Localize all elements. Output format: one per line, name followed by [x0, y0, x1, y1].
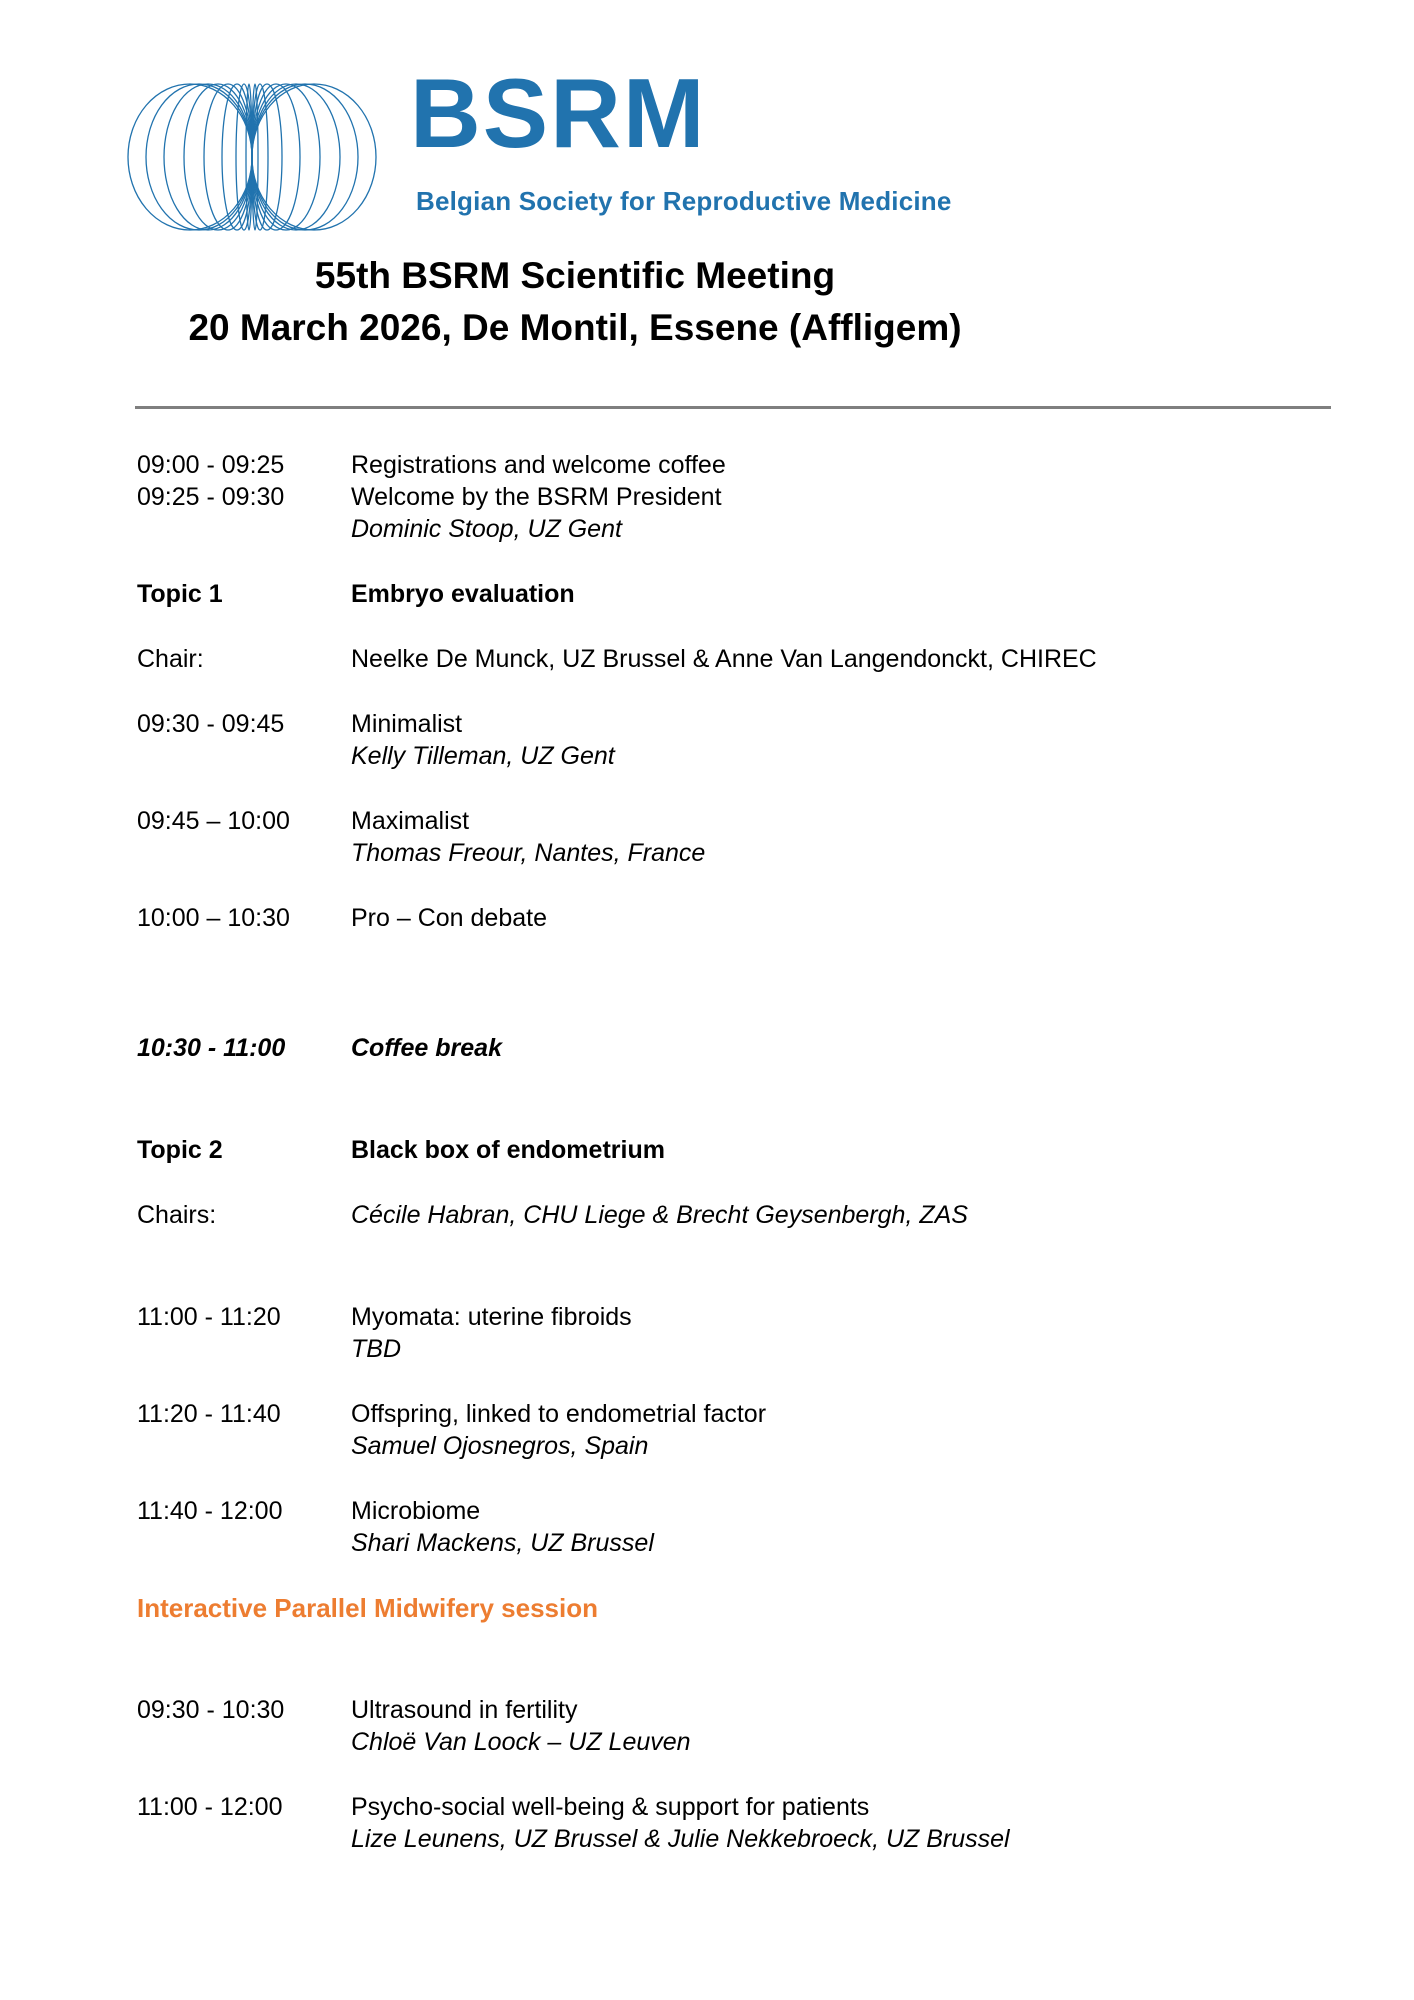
schedule-time: 11:20 - 11:40 [137, 1400, 281, 1428]
schedule-title: Welcome by the BSRM President [351, 483, 722, 511]
schedule-content [351, 481, 1357, 545]
schedule-speaker: Lize Leunens, UZ Brussel & Julie Nekkebroeck, UZ Brussel [351, 1825, 1010, 1853]
schedule-content [351, 902, 1357, 934]
page-title-line2: 20 March 2026, De Montil, Essene (Affligem) [188, 307, 962, 348]
schedule-time: 09:45 – 10:00 [137, 807, 290, 835]
brand-tagline: Belgian Society for Reproductive Medicine [416, 186, 952, 216]
schedule-time: Chairs: [137, 1201, 217, 1229]
schedule-time: 11:00 - 12:00 [137, 1793, 283, 1821]
schedule-content [351, 1495, 1357, 1559]
schedule-title: Ultrasound in fertility [351, 1696, 578, 1724]
schedule-title: Minimalist [351, 710, 463, 738]
schedule-time: Topic 1 [137, 580, 223, 608]
schedule-speaker: Dominic Stoop, UZ Gent [351, 515, 622, 543]
schedule-row [137, 902, 1357, 934]
schedule-row [137, 643, 1357, 675]
schedule-time: Topic 2 [137, 1136, 223, 1164]
schedule-speaker: Kelly Tilleman, UZ Gent [351, 742, 615, 770]
schedule-time: 10:30 - 11:00 [137, 1034, 286, 1062]
schedule-content [351, 1694, 1357, 1758]
schedule-title: Cécile Habran, CHU Liege & Brecht Geysenbergh, ZAS [351, 1201, 968, 1229]
schedule-content [351, 1301, 1357, 1365]
schedule-content [351, 1134, 1357, 1166]
schedule-title: Embryo evaluation [351, 580, 575, 608]
schedule-row [137, 1134, 1357, 1166]
schedule-speaker: Chloë Van Loock – UZ Leuven [351, 1728, 691, 1756]
page-title [0, 250, 1150, 354]
schedule-row [137, 1199, 1357, 1231]
schedule-content [351, 1398, 1357, 1462]
schedule-time: Chair: [137, 645, 204, 673]
section-heading: Interactive Parallel Midwifery session [137, 1593, 598, 1623]
schedule-row [137, 708, 1357, 772]
schedule-speaker: TBD [351, 1335, 401, 1363]
schedule-time: 11:40 - 12:00 [137, 1497, 283, 1525]
schedule-time: 10:00 – 10:30 [137, 904, 290, 932]
schedule-title: Black box of endometrium [351, 1136, 665, 1164]
schedule-title: Coffee break [351, 1034, 502, 1062]
schedule-row [137, 1032, 1357, 1064]
schedule-title: Pro – Con debate [351, 904, 547, 932]
schedule-content [351, 449, 1357, 481]
schedule-content [351, 643, 1357, 675]
schedule-row [137, 805, 1357, 869]
schedule-speaker: Thomas Freour, Nantes, France [351, 839, 706, 867]
schedule-title: Psycho-social well-being & support for patients [351, 1793, 870, 1821]
schedule-time: 11:00 - 11:20 [137, 1303, 281, 1331]
schedule-speaker: Shari Mackens, UZ Brussel [351, 1529, 654, 1557]
schedule-content [351, 1032, 1357, 1064]
schedule-content [351, 708, 1357, 772]
horizontal-divider [135, 406, 1331, 409]
schedule-title: Maximalist [351, 807, 470, 835]
brand-wordmark: BSRM [410, 58, 707, 168]
schedule-time: 09:30 - 09:45 [137, 710, 285, 738]
schedule-title: Microbiome [351, 1497, 481, 1525]
schedule-row [137, 1694, 1357, 1758]
schedule-title: Neelke De Munck, UZ Brussel & Anne Van Langendonckt, CHIREC [351, 645, 1097, 673]
schedule-row [137, 1495, 1357, 1559]
schedule-time: 09:25 - 09:30 [137, 483, 285, 511]
schedule-content [351, 578, 1357, 610]
schedule-title: Offspring, linked to endometrial factor [351, 1400, 767, 1428]
schedule-title: Myomata: uterine fibroids [351, 1303, 632, 1331]
schedule-time: 09:00 - 09:25 [137, 451, 285, 479]
orbit-ellipses-icon [126, 82, 378, 232]
schedule-row [137, 1398, 1357, 1462]
schedule-content [351, 1199, 1357, 1231]
schedule-row [137, 578, 1357, 610]
schedule-row [137, 1301, 1357, 1365]
schedule-row [137, 481, 1357, 545]
schedule-speaker: Samuel Ojosnegros, Spain [351, 1432, 649, 1460]
schedule-content [351, 1791, 1357, 1855]
schedule-row [137, 1791, 1357, 1855]
schedule-list [137, 449, 1357, 1855]
schedule-title: Registrations and welcome coffee [351, 451, 726, 479]
schedule-row [137, 449, 1357, 481]
page-title-line1: 55th BSRM Scientific Meeting [314, 255, 836, 296]
schedule-time: 09:30 - 10:30 [137, 1696, 285, 1724]
schedule-content [351, 805, 1357, 869]
